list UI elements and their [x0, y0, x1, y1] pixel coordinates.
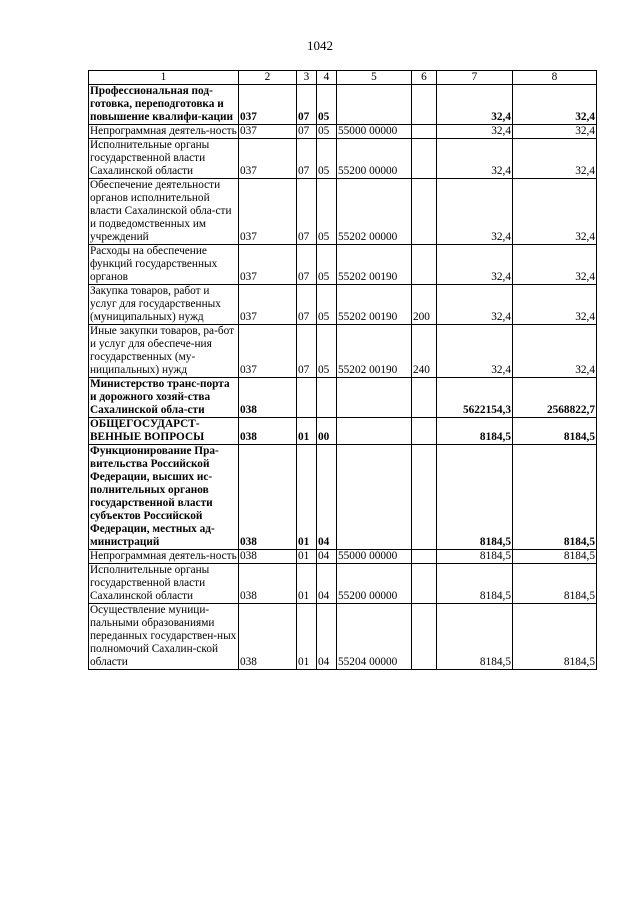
row-name-cell: Министерство транс-порта и дорожного хозяй-ства Сахалинской обла-сти — [89, 378, 239, 418]
page-number: 1042 — [307, 38, 333, 53]
amount-year1-cell: 5622154,3 — [437, 378, 513, 418]
amount-year2-cell: 32,4 — [513, 139, 597, 179]
target-article-cell: 55202 00190 — [337, 325, 412, 378]
section-code-cell: 01 — [297, 445, 317, 550]
expense-type-cell: 240 — [412, 325, 437, 378]
row-name-cell: ОБЩЕГОСУДАРСТ-ВЕННЫЕ ВОПРОСЫ — [89, 418, 239, 445]
row-name-cell: Обеспечение деятельности органов исполнительной власти Сахалинской обла-сти и подведомственных им учреждений — [89, 179, 239, 245]
section-code-cell: 01 — [297, 418, 317, 445]
expense-type-cell — [412, 245, 437, 285]
column-header: 7 — [437, 71, 513, 85]
amount-year1-cell: 8184,5 — [437, 550, 513, 564]
expense-type-cell — [412, 179, 437, 245]
amount-year1-cell: 32,4 — [437, 139, 513, 179]
target-article-cell — [337, 445, 412, 550]
expense-type-cell — [412, 550, 437, 564]
table-header-row — [89, 71, 597, 85]
row-name-cell: Непрограммная деятель-ность — [90, 550, 237, 562]
ministry-code-cell: 037 — [239, 85, 297, 125]
expense-type-cell — [412, 378, 437, 418]
table-row — [89, 179, 597, 245]
ministry-code-cell: 037 — [239, 125, 297, 139]
target-article-cell — [337, 418, 412, 445]
row-name-cell: Профессиональная под-готовка, переподготовка и повышение квалифи-кации — [89, 85, 239, 125]
column-header: 5 — [337, 71, 412, 85]
ministry-code-cell: 038 — [239, 378, 297, 418]
target-article-cell: 55000 00000 — [337, 125, 412, 139]
section-code-cell: 01 — [297, 564, 317, 604]
amount-year2-cell: 8184,5 — [513, 445, 597, 550]
expense-type-cell — [412, 564, 437, 604]
target-article-cell — [337, 378, 412, 418]
expense-type-cell — [412, 418, 437, 445]
target-article-cell: 55202 00190 — [337, 285, 412, 325]
table-row — [89, 325, 597, 378]
table-row — [89, 245, 597, 285]
section-code-cell: 07 — [297, 179, 317, 245]
expense-type-cell — [412, 125, 437, 139]
column-header: 4 — [317, 71, 337, 85]
amount-year1-cell: 8184,5 — [437, 564, 513, 604]
section-code-cell: 07 — [297, 245, 317, 285]
subsection-code-cell: 00 — [317, 418, 337, 445]
section-code-cell: 01 — [297, 550, 317, 564]
expense-type-cell — [412, 445, 437, 550]
target-article-cell: 55000 00000 — [337, 550, 412, 564]
subsection-code-cell: 05 — [317, 325, 337, 378]
ministry-code-cell: 037 — [239, 325, 297, 378]
row-name-cell: Функционирование Пра-вительства Российской Федерации, высших ис-полнительных органов государственной власти субъектов Российской Федерации, местных ад-министраций — [89, 445, 239, 550]
amount-year1-cell: 8184,5 — [437, 445, 513, 550]
subsection-code-cell: 04 — [317, 550, 337, 564]
subsection-code-cell: 05 — [317, 139, 337, 179]
section-code-cell: 07 — [297, 125, 317, 139]
column-header: 2 — [239, 71, 297, 85]
amount-year1-cell: 32,4 — [437, 125, 513, 139]
row-name-cell: Исполнительные органы государственной власти Сахалинской области — [89, 564, 239, 604]
ministry-code-cell: 037 — [239, 285, 297, 325]
amount-year1-cell: 8184,5 — [437, 604, 513, 670]
expense-type-cell: 200 — [412, 285, 437, 325]
subsection-code-cell: 05 — [317, 85, 337, 125]
section-code-cell — [297, 378, 317, 418]
amount-year2-cell: 32,4 — [513, 125, 597, 139]
ministry-code-cell: 038 — [239, 564, 297, 604]
ministry-code-cell: 038 — [239, 445, 297, 550]
budget-table — [88, 70, 597, 670]
row-name-cell: Расходы на обеспечение функций государственных органов — [89, 245, 239, 285]
column-header: 8 — [513, 71, 597, 85]
column-header: 1 — [89, 71, 239, 85]
target-article-cell: 55202 00190 — [337, 245, 412, 285]
subsection-code-cell: 04 — [317, 564, 337, 604]
ministry-code-cell: 037 — [239, 179, 297, 245]
amount-year2-cell: 8184,5 — [513, 564, 597, 604]
amount-year1-cell: 32,4 — [437, 285, 513, 325]
expense-type-cell — [412, 85, 437, 125]
column-header: 3 — [297, 71, 317, 85]
ministry-code-cell: 038 — [239, 604, 297, 670]
subsection-code-cell: 05 — [317, 245, 337, 285]
row-name-cell: Исполнительные органы государственной власти Сахалинской области — [89, 139, 239, 179]
amount-year2-cell: 8184,5 — [513, 550, 597, 564]
amount-year2-cell: 32,4 — [513, 285, 597, 325]
ministry-code-cell: 037 — [239, 139, 297, 179]
amount-year2-cell: 32,4 — [513, 245, 597, 285]
row-name-cell: Иные закупки товаров, ра-бот и услуг для обеспече-ния государственных (му-ниципальных) нужд — [89, 325, 239, 378]
table-row — [89, 85, 597, 125]
amount-year1-cell: 32,4 — [437, 179, 513, 245]
subsection-code-cell — [317, 378, 337, 418]
table-row — [89, 285, 597, 325]
subsection-code-cell: 04 — [317, 445, 337, 550]
ministry-code-cell: 037 — [239, 245, 297, 285]
row-name-cell: Непрограммная деятель-ность — [90, 125, 237, 137]
table-row — [89, 564, 597, 604]
amount-year2-cell: 32,4 — [513, 85, 597, 125]
ministry-code-cell: 038 — [239, 418, 297, 445]
subsection-code-cell: 04 — [317, 604, 337, 670]
amount-year2-cell: 32,4 — [513, 179, 597, 245]
target-article-cell: 55202 00000 — [337, 179, 412, 245]
amount-year2-cell: 8184,5 — [513, 604, 597, 670]
subsection-code-cell: 05 — [317, 179, 337, 245]
amount-year2-cell: 32,4 — [513, 325, 597, 378]
amount-year1-cell: 32,4 — [437, 85, 513, 125]
target-article-cell: 55200 00000 — [337, 139, 412, 179]
section-code-cell: 07 — [297, 139, 317, 179]
target-article-cell: 55204 00000 — [337, 604, 412, 670]
target-article-cell — [337, 85, 412, 125]
subsection-code-cell: 05 — [317, 285, 337, 325]
row-name-cell: Закупка товаров, работ и услуг для государственных (муниципальных) нужд — [89, 285, 239, 325]
column-header: 6 — [412, 71, 437, 85]
table-row — [89, 604, 597, 670]
amount-year1-cell: 32,4 — [437, 245, 513, 285]
section-code-cell: 07 — [297, 85, 317, 125]
section-code-cell: 01 — [297, 604, 317, 670]
table-row — [89, 418, 597, 445]
ministry-code-cell: 038 — [239, 550, 297, 564]
amount-year2-cell: 8184,5 — [513, 418, 597, 445]
amount-year1-cell: 8184,5 — [437, 418, 513, 445]
row-name-cell: Осуществление муници-пальными образованиями переданных государствен-ных полномочий Сахалин-ской области — [89, 604, 239, 670]
table-row — [89, 139, 597, 179]
amount-year1-cell: 32,4 — [437, 325, 513, 378]
section-code-cell: 07 — [297, 285, 317, 325]
subsection-code-cell: 05 — [317, 125, 337, 139]
amount-year2-cell: 2568822,7 — [513, 378, 597, 418]
table-row — [89, 550, 597, 564]
table-row — [89, 378, 597, 418]
expense-type-cell — [412, 604, 437, 670]
table-row — [89, 125, 597, 139]
expense-type-cell — [412, 139, 437, 179]
target-article-cell: 55200 00000 — [337, 564, 412, 604]
section-code-cell: 07 — [297, 325, 317, 378]
table-row — [89, 445, 597, 550]
